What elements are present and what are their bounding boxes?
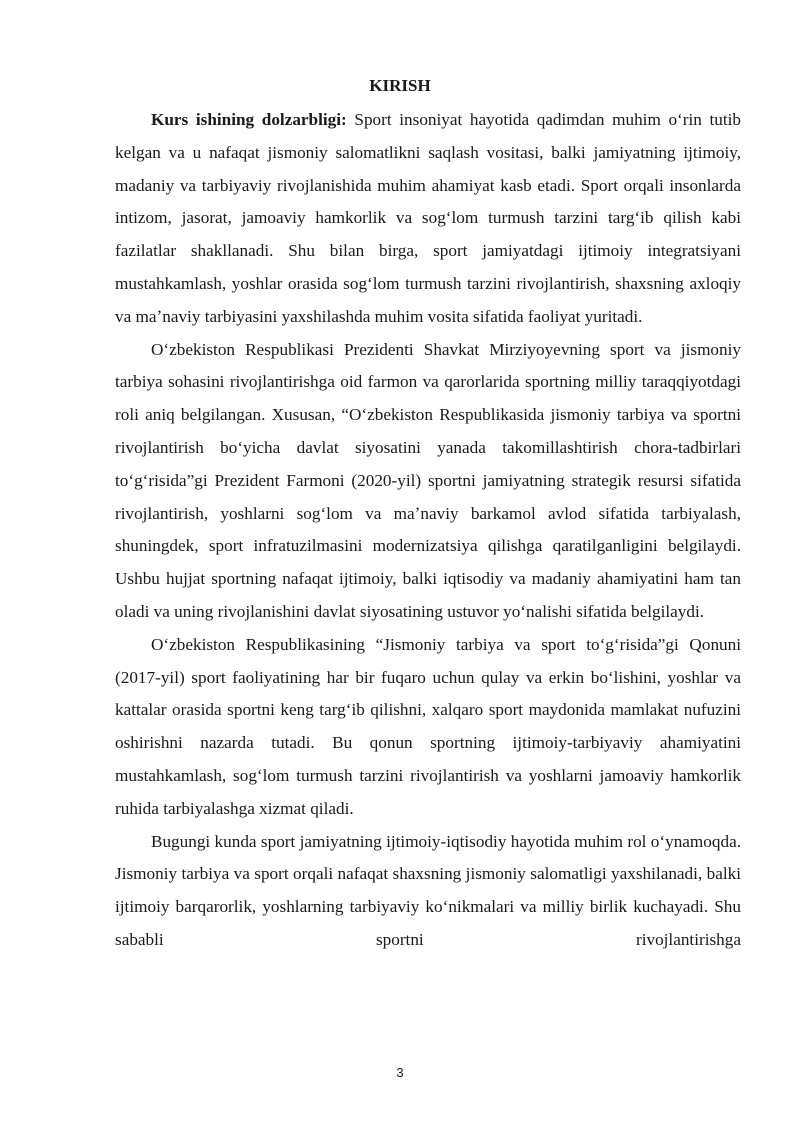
section-title: KIRISH [369, 76, 431, 95]
paragraph-sport-role: Bugungi kunda sport jamiyatning ijtimoiy-iqtisodiy hayotida muhim rol oʻynamoqda. Jismoniy tarbiya va sport orqali nafaqat shaxsning jismoniy salomatligi yaxshilanadi, balki ijtimoiy barqarorlik, yoshlarning tarbiyaviy koʻnikmalari va milliy birlik kuchayadi. Shu sababli sportni rivojlantirishga [115, 831, 741, 949]
page-number: 3 [396, 1065, 404, 1080]
paragraph-president-decree: Oʻzbekiston Respublikasi Prezidenti Shavkat Mirziyoyevning sport va jismoniy tarbiya sohasini rivojlantirishga oid farmon va qarorlarida sportning milliy taraqqiyotdagi roli aniq belgilangan. Xususan, “Oʻzbekiston Respublikasida jismoniy tarbiya va sportni rivojlantirish boʻyicha davlat siyosatini yanada takomillashtirish chora-tadbirlari toʻgʻrisida”gi Prezident Farmoni (2020-yil) sportni jamiyatning strategik resursi sifatida rivojlantirish, yoshlarni sogʻlom va maʼnaviy barkamol avlod sifatida tarbiyalash, shuningdek, sport infratuzilmasini modernizatsiya qilishga qaratilganligini belgilaydi. Ushbu hujjat sportning nafaqat ijtimoiy, balki iqtisodiy va madaniy ahamiyatini ham tan oladi va uning rivojlanishini davlat siyosatining ustuvor yoʻnalishi sifatida belgilaydi. [115, 339, 741, 621]
document-body [115, 104, 741, 957]
paragraph-sport-law: Oʻzbekiston Respublikasining “Jismoniy tarbiya va sport toʻgʻrisida”gi Qonuni (2017-yil) sport faoliyatining har bir fuqaro uchun qulay va erkin boʻlishini, yoshlar va kattalar orasida sportni keng targʻib qilishni, xalqaro sport maydonida mamlakat nufuzini oshirishni nazarda tutadi. Bu qonun sportning ijtimoiy-tarbiyaviy ahamiyatini mustahkamlash, sogʻlom turmush tarzini rivojlantirish va yoshlarni jamoaviy hamkorlik ruhida tarbiyalashga xizmat qiladi. [115, 634, 741, 818]
paragraph-relevance [115, 104, 741, 334]
paragraph-lead: Kurs ishining dolzarbligi: [151, 110, 347, 129]
paragraph-text: Sport insoniyat hayotida qadimdan muhim oʻrin tutib kelgan va u nafaqat jismoniy salomatlikni saqlash vositasi, balki jamiyatning ijtimoiy, madaniy va tarbiyaviy rivojlanishida muhim ahamiyat kasb etadi. Sport orqali insonlarda intizom, jasorat, jamoaviy hamkorlik va sogʻlom turmush tarzini targʻib qilish kabi fazilatlar shakllanadi. Shu bilan birga, sport jamiyatdagi ijtimoiy integratsiyani mustahkamlash, yoshlar orasida sogʻlom turmush tarzini rivojlantirish, shaxsning axloqiy va maʼnaviy tarbiyasini yaxshilashda muhim vosita sifatida faoliyat yuritadi. [115, 110, 741, 326]
